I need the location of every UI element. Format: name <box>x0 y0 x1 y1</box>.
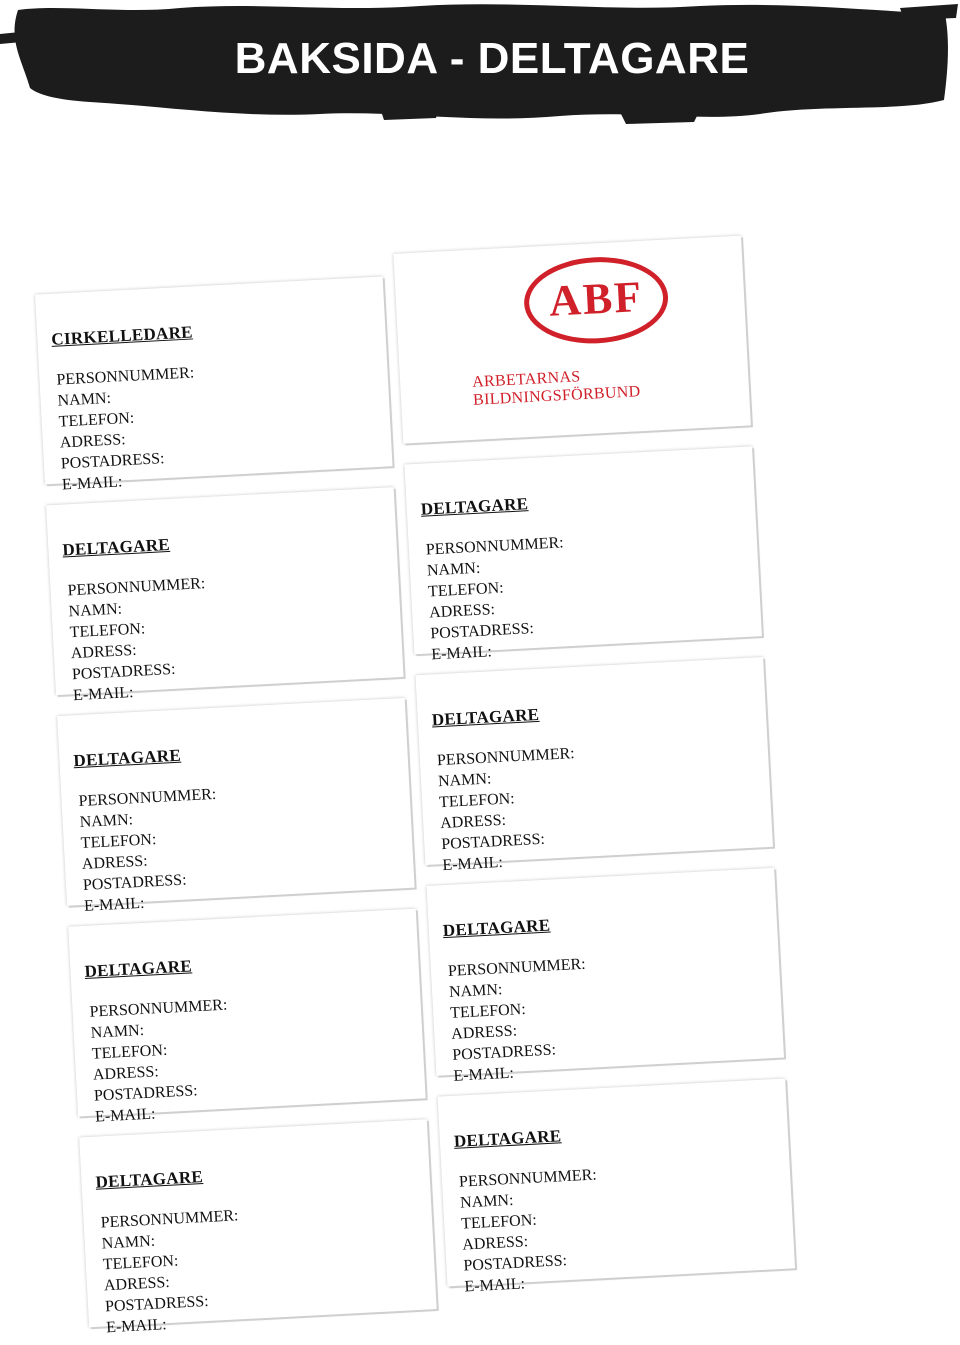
organization-name: ARBETARNAS BILDNINGSFÖRBUND <box>471 368 641 409</box>
abf-logo-card <box>393 236 750 444</box>
field-label-postadress: POSTADRESS: <box>429 620 535 643</box>
card-deltagare <box>68 909 425 1126</box>
field-list <box>425 532 569 665</box>
field-label-adress: ADRESS: <box>70 641 138 663</box>
field-label-personnummer: PERSONNUMMER: <box>458 1166 598 1191</box>
field-label-email: E-MAIL: <box>83 894 145 915</box>
field-label-adress: ADRESS: <box>59 431 126 452</box>
field-label-namn: NAMN: <box>437 770 492 791</box>
field-label-telefon: TELEFON: <box>80 831 157 852</box>
card-heading: DELTAGARE <box>442 915 551 941</box>
field-label-personnummer: PERSONNUMMER: <box>436 745 576 770</box>
field-label-telefon: TELEFON: <box>438 790 516 812</box>
field-label-telefon: TELEFON: <box>102 1252 179 1274</box>
field-label-namn: NAMN: <box>448 981 503 1001</box>
field-label-namn: NAMN: <box>57 389 112 410</box>
card-heading: CIRKELLEDARE <box>50 322 194 349</box>
card-deltagare <box>404 446 761 664</box>
field-label-adress: ADRESS: <box>450 1022 518 1043</box>
field-label-adress: ADRESS: <box>92 1063 160 1084</box>
field-label-namn: NAMN: <box>101 1232 156 1253</box>
field-label-postadress: POSTADRESS: <box>60 450 165 473</box>
card-cirkelledare <box>35 276 392 494</box>
field-list <box>100 1205 244 1338</box>
field-list <box>459 1164 603 1297</box>
field-label-namn: NAMN: <box>459 1191 514 1212</box>
field-label-namn: NAMN: <box>79 811 134 832</box>
field-label-adress: ADRESS: <box>428 601 496 622</box>
field-label-email: E-MAIL: <box>105 1316 168 1337</box>
field-label-namn: NAMN: <box>68 600 123 621</box>
field-label-personnummer: PERSONNUMMER: <box>100 1207 239 1232</box>
field-label-telefon: TELEFON: <box>91 1041 168 1063</box>
field-label-postadress: POSTADRESS: <box>82 871 187 894</box>
field-label-personnummer: PERSONNUMMER: <box>447 955 587 980</box>
field-list <box>67 573 211 706</box>
field-label-postadress: POSTADRESS: <box>93 1082 199 1105</box>
field-list <box>56 362 200 495</box>
field-label-email: E-MAIL: <box>464 1275 526 1296</box>
field-list <box>89 995 233 1128</box>
card-deltagare <box>46 487 403 705</box>
page-title: BAKSIDA - DELTAGARE <box>234 34 750 83</box>
field-label-email: E-MAIL: <box>442 853 504 875</box>
field-label-email: E-MAIL: <box>94 1105 156 1126</box>
field-label-postadress: POSTADRESS: <box>440 830 546 854</box>
field-label-postadress: POSTADRESS: <box>463 1252 568 1275</box>
card-deltagare <box>57 698 414 915</box>
field-list <box>436 743 580 876</box>
field-label-adress: ADRESS: <box>439 811 507 833</box>
card-heading: DELTAGARE <box>95 1167 204 1192</box>
field-list <box>78 784 222 917</box>
card-deltagare <box>415 657 772 875</box>
field-label-email: E-MAIL: <box>430 643 493 664</box>
field-label-telefon: TELEFON: <box>58 409 135 431</box>
field-label-postadress: POSTADRESS: <box>451 1041 557 1064</box>
card-deltagare <box>438 1078 795 1296</box>
card-deltagare <box>427 868 784 1085</box>
abf-logo: ABF <box>547 271 645 326</box>
field-label-namn: NAMN: <box>90 1021 145 1042</box>
field-label-personnummer: PERSONNUMMER: <box>78 785 217 811</box>
field-label-namn: NAMN: <box>426 559 481 580</box>
card-heading: DELTAGARE <box>431 704 540 730</box>
card-heading: DELTAGARE <box>420 494 529 519</box>
field-list <box>447 954 591 1087</box>
card-heading: DELTAGARE <box>84 956 193 981</box>
card-deltagare <box>79 1119 436 1337</box>
field-label-personnummer: PERSONNUMMER: <box>425 534 565 559</box>
field-label-email: E-MAIL: <box>453 1064 515 1085</box>
field-label-personnummer: PERSONNUMMER: <box>67 575 206 600</box>
field-label-personnummer: PERSONNUMMER: <box>56 364 195 389</box>
field-label-email: E-MAIL: <box>61 473 123 494</box>
field-label-telefon: TELEFON: <box>460 1211 538 1233</box>
field-label-telefon: TELEFON: <box>427 579 505 601</box>
field-label-email: E-MAIL: <box>72 684 134 705</box>
field-label-adress: ADRESS: <box>461 1233 529 1254</box>
field-label-postadress: POSTADRESS: <box>104 1292 210 1316</box>
field-label-personnummer: PERSONNUMMER: <box>89 996 228 1021</box>
field-label-telefon: TELEFON: <box>69 620 146 642</box>
field-label-postadress: POSTADRESS: <box>71 660 176 684</box>
card-heading: DELTAGARE <box>61 534 171 560</box>
field-label-adress: ADRESS: <box>103 1273 171 1295</box>
card-heading: DELTAGARE <box>453 1126 562 1151</box>
card-heading: DELTAGARE <box>72 745 182 771</box>
field-label-telefon: TELEFON: <box>449 1000 527 1022</box>
field-label-adress: ADRESS: <box>81 852 149 873</box>
